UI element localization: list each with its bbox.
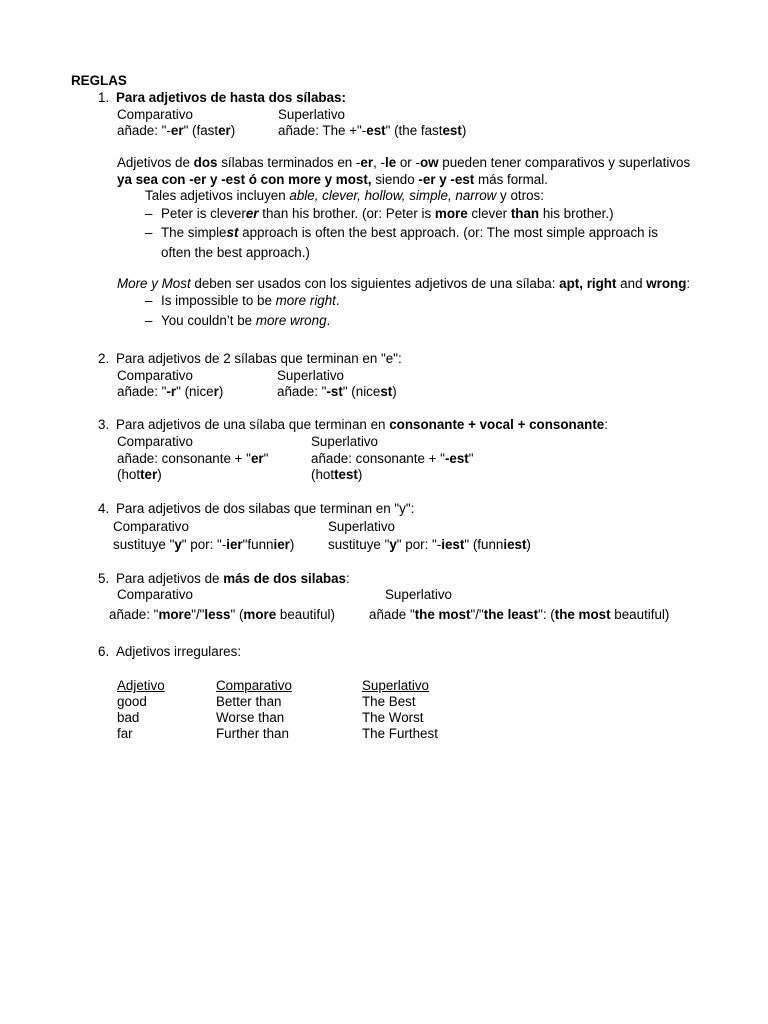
table-cell: good [117, 694, 147, 709]
table-header-adjetivo: Adjetivo [117, 678, 165, 693]
list-number-5: 5. [98, 571, 110, 586]
list-number-4: 4. [98, 501, 110, 516]
s4-comparativo-label: Comparativo [113, 519, 189, 534]
list-number-2: 2. [98, 351, 110, 366]
list-number-6: 6. [98, 644, 110, 659]
section-6-title: Adjetivos irregulares: [116, 644, 242, 659]
list-number-1: 1. [98, 90, 110, 105]
s4-superlativo-label: Superlativo [328, 519, 395, 534]
s1-example-4: You couldn’t be more wrong. [161, 313, 331, 328]
section-1-title: Para adjetivos de hasta dos sílabas: [116, 90, 346, 105]
table-cell: Worse than [216, 710, 285, 725]
s1-example-1: Peter is cleverer than his brother. (or: Peter is more clever than his brother.) [161, 206, 614, 221]
s3-comparativo-example: (hotter) [117, 467, 162, 482]
s1-example-2-continued: often the best approach.) [161, 245, 310, 260]
table-cell: far [117, 726, 133, 741]
s2-superlativo-label: Superlativo [277, 368, 344, 383]
section-5-title: Para adjetivos de más de dos silabas: [116, 571, 350, 586]
s2-comparativo-rule: añade: "-r" (nicer) [117, 384, 224, 399]
s1-paragraph-line-2: ya sea con -er y -est ó con more y most, siendo -er y -est más formal. [117, 172, 548, 187]
s1-example-3: Is impossible to be more right. [161, 293, 340, 308]
list-number-3: 3. [98, 417, 110, 432]
s2-comparativo-label: Comparativo [117, 368, 193, 383]
table-cell: Further than [216, 726, 289, 741]
s5-comparativo-label: Comparativo [117, 587, 193, 602]
s1-comparativo-rule: añade: "-er" (faster) [117, 123, 236, 138]
s1-example-3-dash: – [145, 293, 153, 308]
s3-comparativo-rule: añade: consonante + "er" [117, 451, 269, 466]
section-4-title: Para adjetivos de dos silabas que terminan en "y": [116, 501, 415, 516]
section-2-title: Para adjetivos de 2 sílabas que terminan en "e": [116, 351, 402, 366]
s3-superlativo-example: (hottest) [311, 467, 363, 482]
s1-example-4-dash: – [145, 313, 153, 328]
s5-superlativo-label: Superlativo [385, 587, 452, 602]
s1-example-1-dash: – [145, 206, 153, 221]
table-header-superlativo: Superlativo [362, 678, 429, 693]
s1-comparativo-label: Comparativo [117, 107, 193, 122]
s1-more-most-line: More y Most deben ser usados con los siguientes adjetivos de una sílaba: apt, right and wrong: [117, 276, 691, 291]
s5-superlativo-rule: añade "the most"/"the least": (the most beautiful) [369, 607, 670, 622]
s1-paragraph-line-1: Adjetivos de dos sílabas terminados en -er, -le or -ow pueden tener comparativos y superlativos [117, 155, 691, 170]
section-3-title: Para adjetivos de una sílaba que terminan en consonante + vocal + consonante: [116, 417, 608, 432]
table-cell: bad [117, 710, 140, 725]
table-cell: The Worst [362, 710, 424, 725]
s3-superlativo-label: Superlativo [311, 434, 378, 449]
s3-comparativo-label: Comparativo [117, 434, 193, 449]
table-cell: The Furthest [362, 726, 438, 741]
s1-superlativo-label: Superlativo [278, 107, 345, 122]
s2-superlativo-rule: añade: "-st" (nicest) [277, 384, 397, 399]
s5-comparativo-rule: añade: "more"/"less" (more beautiful) [109, 607, 335, 622]
s1-paragraph-line-3: Tales adjetivos incluyen able, clever, hollow, simple, narrow y otros: [145, 188, 544, 203]
s3-superlativo-rule: añade: consonante + "-est" [311, 451, 474, 466]
s1-superlativo-rule: añade: The +"-est" (the fastest) [278, 123, 467, 138]
s1-example-2: The simplest approach is often the best approach. (or: The most simple approach is [161, 225, 658, 240]
s4-superlativo-rule: sustituye "y" por: "-iest" (funniest) [328, 537, 531, 552]
table-cell: The Best [362, 694, 416, 709]
table-cell: Better than [216, 694, 282, 709]
page-title: REGLAS [71, 73, 127, 88]
table-header-comparativo: Comparativo [216, 678, 292, 693]
s4-comparativo-rule: sustituye "y" por: "-ier"funnier) [113, 537, 295, 552]
s1-example-2-dash: – [145, 225, 153, 240]
